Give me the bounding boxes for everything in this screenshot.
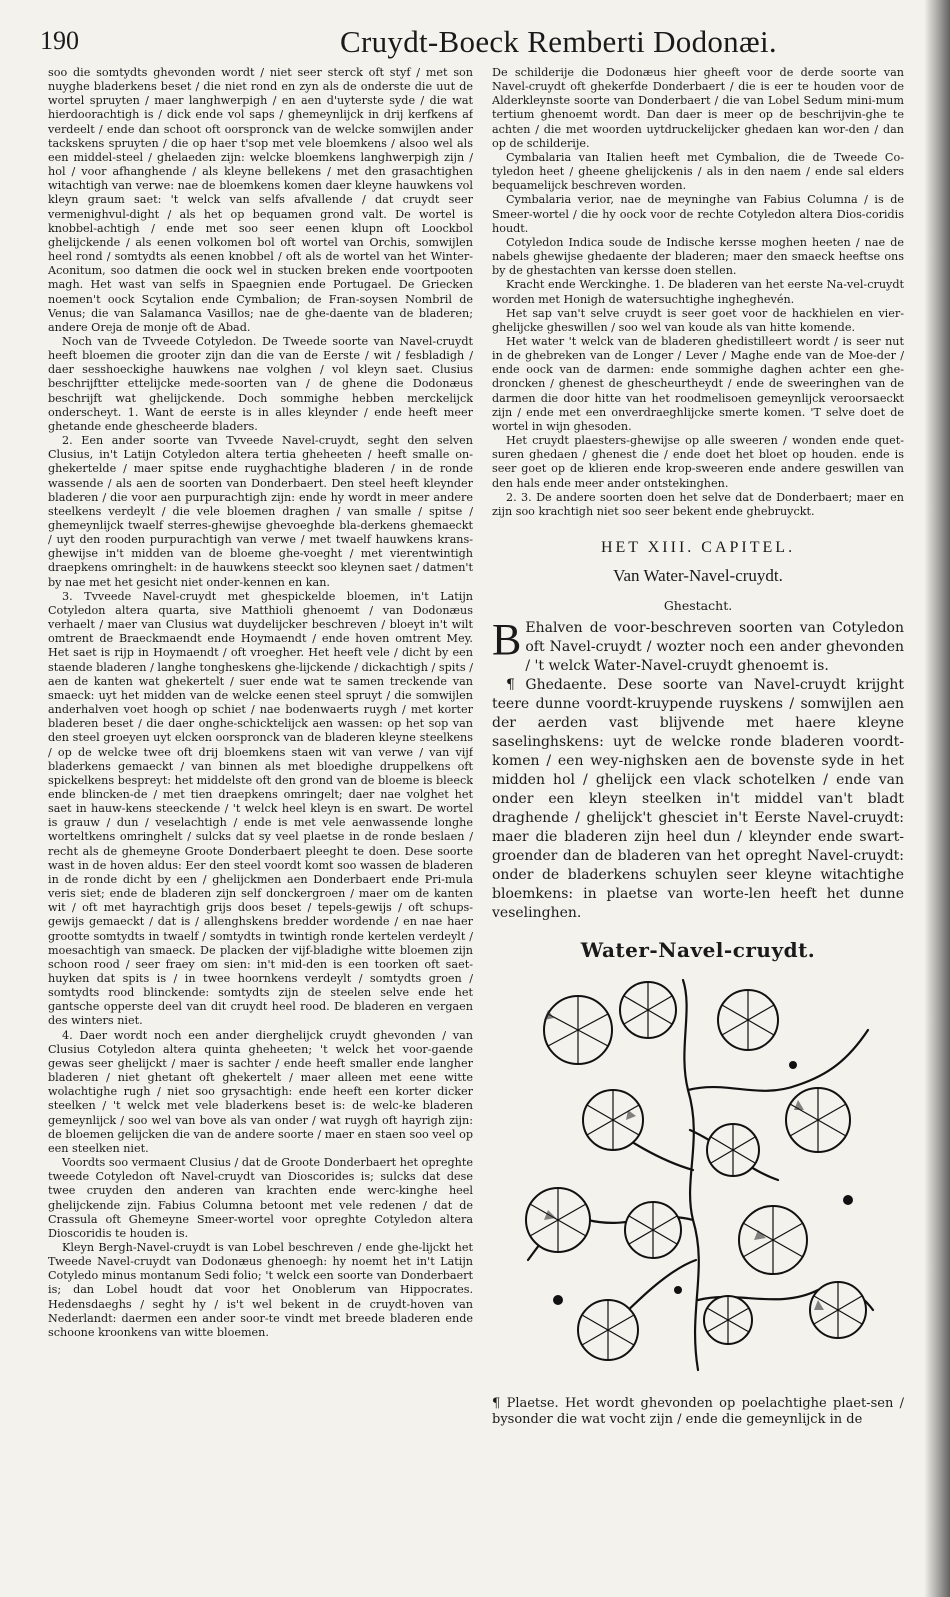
paragraph: Cymbalaria van Italien heeft met Cymbalion, die de Tweede Co-tyledon heet / gheene ghelijckenis / als in den naem / ende sal elders bequamelijck beschreven worden. bbox=[492, 150, 904, 193]
paragraph: Kracht ende Werckinghe. 1. De bladeren van het eerste Na-vel-cruydt worden met Honigh de watersuchtighe ingheghevén. bbox=[492, 278, 904, 306]
paragraph: soo die somtydts ghevonden wordt / niet seer sterck oft styf / met son nuyghe bladerkens beset / die niet rond en zyn als de onderste die uut de wortel spruyten / maer langhwerpigh / en aen d'uyterste syde / die wat hierdoorachtigh is / dick ende vol saps / ghemeynlijck in drij kerfkens af verdeelt / ende dan schoot oft oorspronck van de welcke somwijlen ander tackskens spruyten / die op haer t'sop met vele bloemkens / alsoo wel als een middel-steel / ghelaeden zijn: welcke bloemkens langhwerpigh zijn / hol / voor afhanghende / als kleyne bellekens / met den grasachtighen witachtigh van verwe: nae de bloemkens komen daer kleyne hauwkens vol kleyn graum saet: 't welck van selfs afvallende / dat cruydt seer vermenighvul-dight / als het op bequamen grond valt. De wortel is knobbel-achtigh / ende met soo seer eenen klupn oft Loockbol ghelijckende / als eenen volkomen bol oft wortel van Orchis, somwijlen heel rond / somtydts als eenen knobbel / oft als de wortel van het Winter-Aconitum, soo datmen die oock wel in stucken breken ende voortpooten magh. Het wast van selfs in Spaegnien ende Portugael. De Griecken noemen't oock Scytalion ende Cymbalion; de Fran-soysen Nombril de Venus; die van Salamanca Vasillos; nae de ghe-daente van de bladeren; andere Oreja de monje oft de Abad. bbox=[48, 66, 473, 334]
page-gutter-shadow bbox=[924, 0, 950, 1597]
paragraph: Het sap van't selve cruydt is seer goet voor de hackhielen en vier-ghelijcke gheswillen / soo wel van koude als van hitte komende. bbox=[492, 306, 904, 334]
paragraph: Cymbalaria verior, nae de meyninghe van Fabius Columna / is de Smeer-wortel / die hy oock voor de rechte Cotyledon altera Dios-coridis houdt. bbox=[492, 193, 904, 235]
paragraph: Kleyn Bergh-Navel-cruydt is van Lobel beschreven / ende ghe-lijckt het Tweede Navel-cruydt van Dodonæus ghenoegh: hy noemt het in't Latijn Cotyledo minus montanum Sedi folio; 't welck een soorte van Donderbaert is; dan Lobel houdt dat voor het Onoblerum van Hippocrates. Hedensdaeghs / seght hy / is't wel bekent in de cruydt-hoven van Nederlandt: daermen een ander soor-te vindt met breede bladeren ende schoone kroonkens van witte bloemen. bbox=[48, 1240, 473, 1339]
page-number: 190 bbox=[40, 26, 79, 55]
paragraph: ¶ Ghedaente. Dese soorte van Navel-cruydt krijght teere dunne voordt-kruypende ruyskens / somwijlen aen der aerden vast blijvende met haere kleyne saselinghskens: uyt de welcke ronde bladeren voordt-komen / een wey-nighsken aen de bovenste syde in het midden hol / ghelijck een vlack schotelken / ende van onder een kleyn steelken in't middel van't bladt draghende / ghelijck't ghesciet in't Eerste Navel-cruydt: maer die bladeren zijn heel dun / kleynder ende swart-groender dan de bladeren van het opreght Navel-cruydt: onder de bladerkens schuylen seer kleyne witachtighe bloemkens: in plaetse van worte-len heeft het dunne veselinghen. bbox=[492, 677, 904, 922]
paragraph: De schilderije die Dodonæus hier gheeft voor de derde soorte van Navel-cruydt oft ghekerfde Donderbaert / die is eer te houden voor de Alderkleynste soorte van Donderbaert / die van Lobel Sedum mini-mum tertium ghenoemt wordt. Dan daer is meer op de beschrijvin-ghe te achten / die met woorden uytdruckelijcker ghedaen kan wor-den / dan op de schilderije. bbox=[492, 66, 904, 150]
paragraph: 2. Een ander soorte van Tvveede Navel-cruydt, seght den selven Clusius, in't Latijn Cotyledon altera tertia gheheeten / heeft smalle on-ghekertelde / maer spitse ende ruyghachtighe bladeren / in de ronde wassende / als aen de soorten van Donderbaert. Den steel heeft kleynder bladeren / die voor aen purpurachtigh zijn: ende hy wordt in meer andere steelkens verdeylt / die vele bloemen draghen / van smalle / spitse / ghemeynlijck twaelf sterres-ghewijse ghevoeghde bla-derkens ghemaeckt / uyt den rooden purpurachtigh van verwe / met twaelf hauwkens krans-ghewijse in't midden van de bloeme ghe-voeght / met vierentwintigh draepkens omringhelt: in de hauwkens steeckt soo kleynen saet / datmen't by nae met het gesicht niet onder-kennen en kan. bbox=[48, 434, 473, 589]
paragraph: Voordts soo vermaent Clusius / dat de Groote Donderbaert het opreghte tweede Cotyledon oft Navel-cruydt van Dioscorides is; sulcks dat dese twee cruyden den anderen van krachten ende werc-kinghe heel ghelijckende zijn. Fabius Columna betoont met vele redenen / dat de Crassula oft Ghemeyne Smeer-wortel voor opreghte Cotyledon altera Dioscoridis te houden is. bbox=[48, 1156, 473, 1240]
left-column bbox=[48, 66, 473, 1451]
chapter-heading: HET XIII. CAPITEL. bbox=[600, 539, 796, 556]
paragraph-text: Ehalven de voor-beschreven soorten van Cotyledon oft Navel-cruydt / wozter noch een ander ghevonden / 't welck Water-Navel-cruydt ghenoemt is. bbox=[525, 620, 904, 675]
chapter-title: Van Water-Navel-cruydt. bbox=[613, 566, 783, 586]
paragraph: Cotyledon Indica soude de Indische kersse moghen heeten / nae de nabels ghewijse ghedaente der bladeren; maer den smaeck heeftse ons by de ghestachten van kersse doen stellen. bbox=[492, 235, 904, 278]
figure-title: Water-Navel-cruydt. bbox=[580, 938, 816, 963]
paragraph: 4. Daer wordt noch een ander dierghelijck cruydt ghevonden / van Clusius Cotyledon altera quinta gheheeten; 't welck het voor-gaende gewas seer ghelijckt / maer is sachter / ende heeft smaller ende langher bladeren / niet ghetant oft ghekertelt / maer alleen met eene witte wolachtighe rugh / niet soo grysachtigh: ende heeft een korter dicker steelken / 't welck met vele bladerkens beset is: de welc-ke bladeren gemeynlijck / soo wel van bove als van onder / wat ruygh oft hayrigh zijn: de bloemen gelijcken die van de andere soorte / maer en staen soo veel op een steelken niet. bbox=[48, 1028, 473, 1155]
paragraph: Het water 't welck van de bladeren ghedistilleert wordt / is seer nut in de ghebreken van de Longer / Lever / Maghe ende van de Moe-der / ende oock van de darmen: ende sommighe daghen achter een ghe-droncken / ghenest de ghescheurtheydt / ende de sweeringhen van de darmen die door hitte van het roodmelisoen gemeynlijck veroorsaeckt zijn / ende met een onverdraeghlijcke smerte komen. 'T selve doet de wortel in wijn ghesoden. bbox=[492, 334, 904, 433]
right-column bbox=[492, 66, 904, 1531]
page-header bbox=[40, 22, 900, 62]
paragraph: Noch van de Tvveede Cotyledon. De Tweede soorte van Navel-cruydt heeft bloemen die grooter zijn dan die van de Eerste / wit / fesbladigh / daer sesshoeckighe hauwkens nae volghen / vol kleyn saet. Clusius beschrijftter ettelijcke mede-soorten van / de ghene die Dodonæus beschrijft wat ghelijckende. Doch sommighe hebben merckelijck onderscheyt. 1. Want de eerste is in alles kleynder / ende heeft meer ghetande ende ghescheerde bladers. bbox=[48, 334, 473, 433]
paragraph: 3. Tvveede Navel-cruydt met ghespickelde bloemen, in't Latijn Cotyledon altera quarta, sive Matthioli ghenoemt / van Dodonæus verhaelt / maer van Clusius wat duydelijcker beschreven / bloeyt in't wilt omtrent de Braeckmaendt ende Hoymaendt / ende hoven omtrent Mey. Het saet is rijp in Hoymaendt / oft vroegher. Het heeft vele / dicht by een staende bladeren / langhe tongheskens ghe-lijckende / dickachtigh / spits / aen de kanten wat ghekertelt / suer ende wat te samen treckende van smaeck: uyt het midden van de welcke eenen steel spruyt / die somwijlen anderhalven voet hoogh op schiet / nae bodenwaerts ruygh / met korter bladeren beset / die daer onghe-schicktelijck aen wassen: op het sop van den steel groeyen uyt elcken oorspronck van de bladeren kleyne steelkens / op de welcke twee oft drij bloemkens staen wit van verwe / van vijf bladerkens gemaeckt / van binnen als met bloedighe druppelkens oft spickelkens bespreyt: het middelste oft den grond van de bloeme is bleeck ende blincken-de / met tien draepkens omringelt; daer nae volghet het saet in hauw-kens steeckende / 't welck heel kleyn is en swart. De wortel is grauw / dun / veselachtigh / ende is met vele aenwassende longhe worteltkens omringhelt / sulcks dat sy veel plaetse in de ronde beslaen / recht als de ghemeyne Groote Donderbaert pleeght te doen. Dese soorte wast in de hoven aldus: Eer den steel voordt komt soo wassen de bladeren in de ronde dicht by een / ghelijckmen aen Donderbaert ende Pri-mula veris siet; ende de bladeren zijn self donckergroen / maer om de kanten wit / oft met hayrachtigh grijs doos beset / tepels-gewijs / oft schups-gewijs gemaeckt / dat is / allenghskens bredder wordende / en nae haer grootte somtydts in twaelf / somtydts in twintigh ronde kertelen verdeylt / moesachtigh van smaeck. De placken der vijf-bladighe witte bloemen zijn schoon rood / seer fraey om sien: in't mid-den is een toorken oft saet-huyken dat spits is / in twee hoornkens verdeylt / somtydts groen / somtydts rood blinckende: somtydts zijn de steelen selve ende het gantsche opperste deel van dit cruydt heel rood. De bladeren en vergaen des winters niet. bbox=[48, 589, 473, 1028]
section-heading: Ghestacht. bbox=[663, 598, 733, 614]
plant-woodcut-illustration bbox=[518, 970, 878, 1378]
drop-cap: B bbox=[492, 615, 522, 665]
paragraph: ¶ Plaetse. Het wordt ghevonden op poelachtighe plaet-sen / bysonder die wat vocht zijn / ende die gemeynlijck in de bbox=[492, 1395, 904, 1427]
paragraph: 2. 3. De andere soorten doen het selve dat de Donderbaert; maer en zijn soo krachtigh niet soo seer bekent ende ghebruyckt. bbox=[492, 490, 904, 518]
paragraph: Het cruydt plaesters-ghewijse op alle sweeren / wonden ende quet-suren ghedaen / ghenest die / ende doet het bloet op houden. ende is seer goet op de klieren ende krop-sweeren ende andere geswillen van den hals ende meer ander ontstekinghen. bbox=[492, 434, 904, 490]
paragraph bbox=[492, 615, 904, 676]
running-title: Cruydt-Boeck Remberti Dodonæi. bbox=[340, 24, 777, 59]
